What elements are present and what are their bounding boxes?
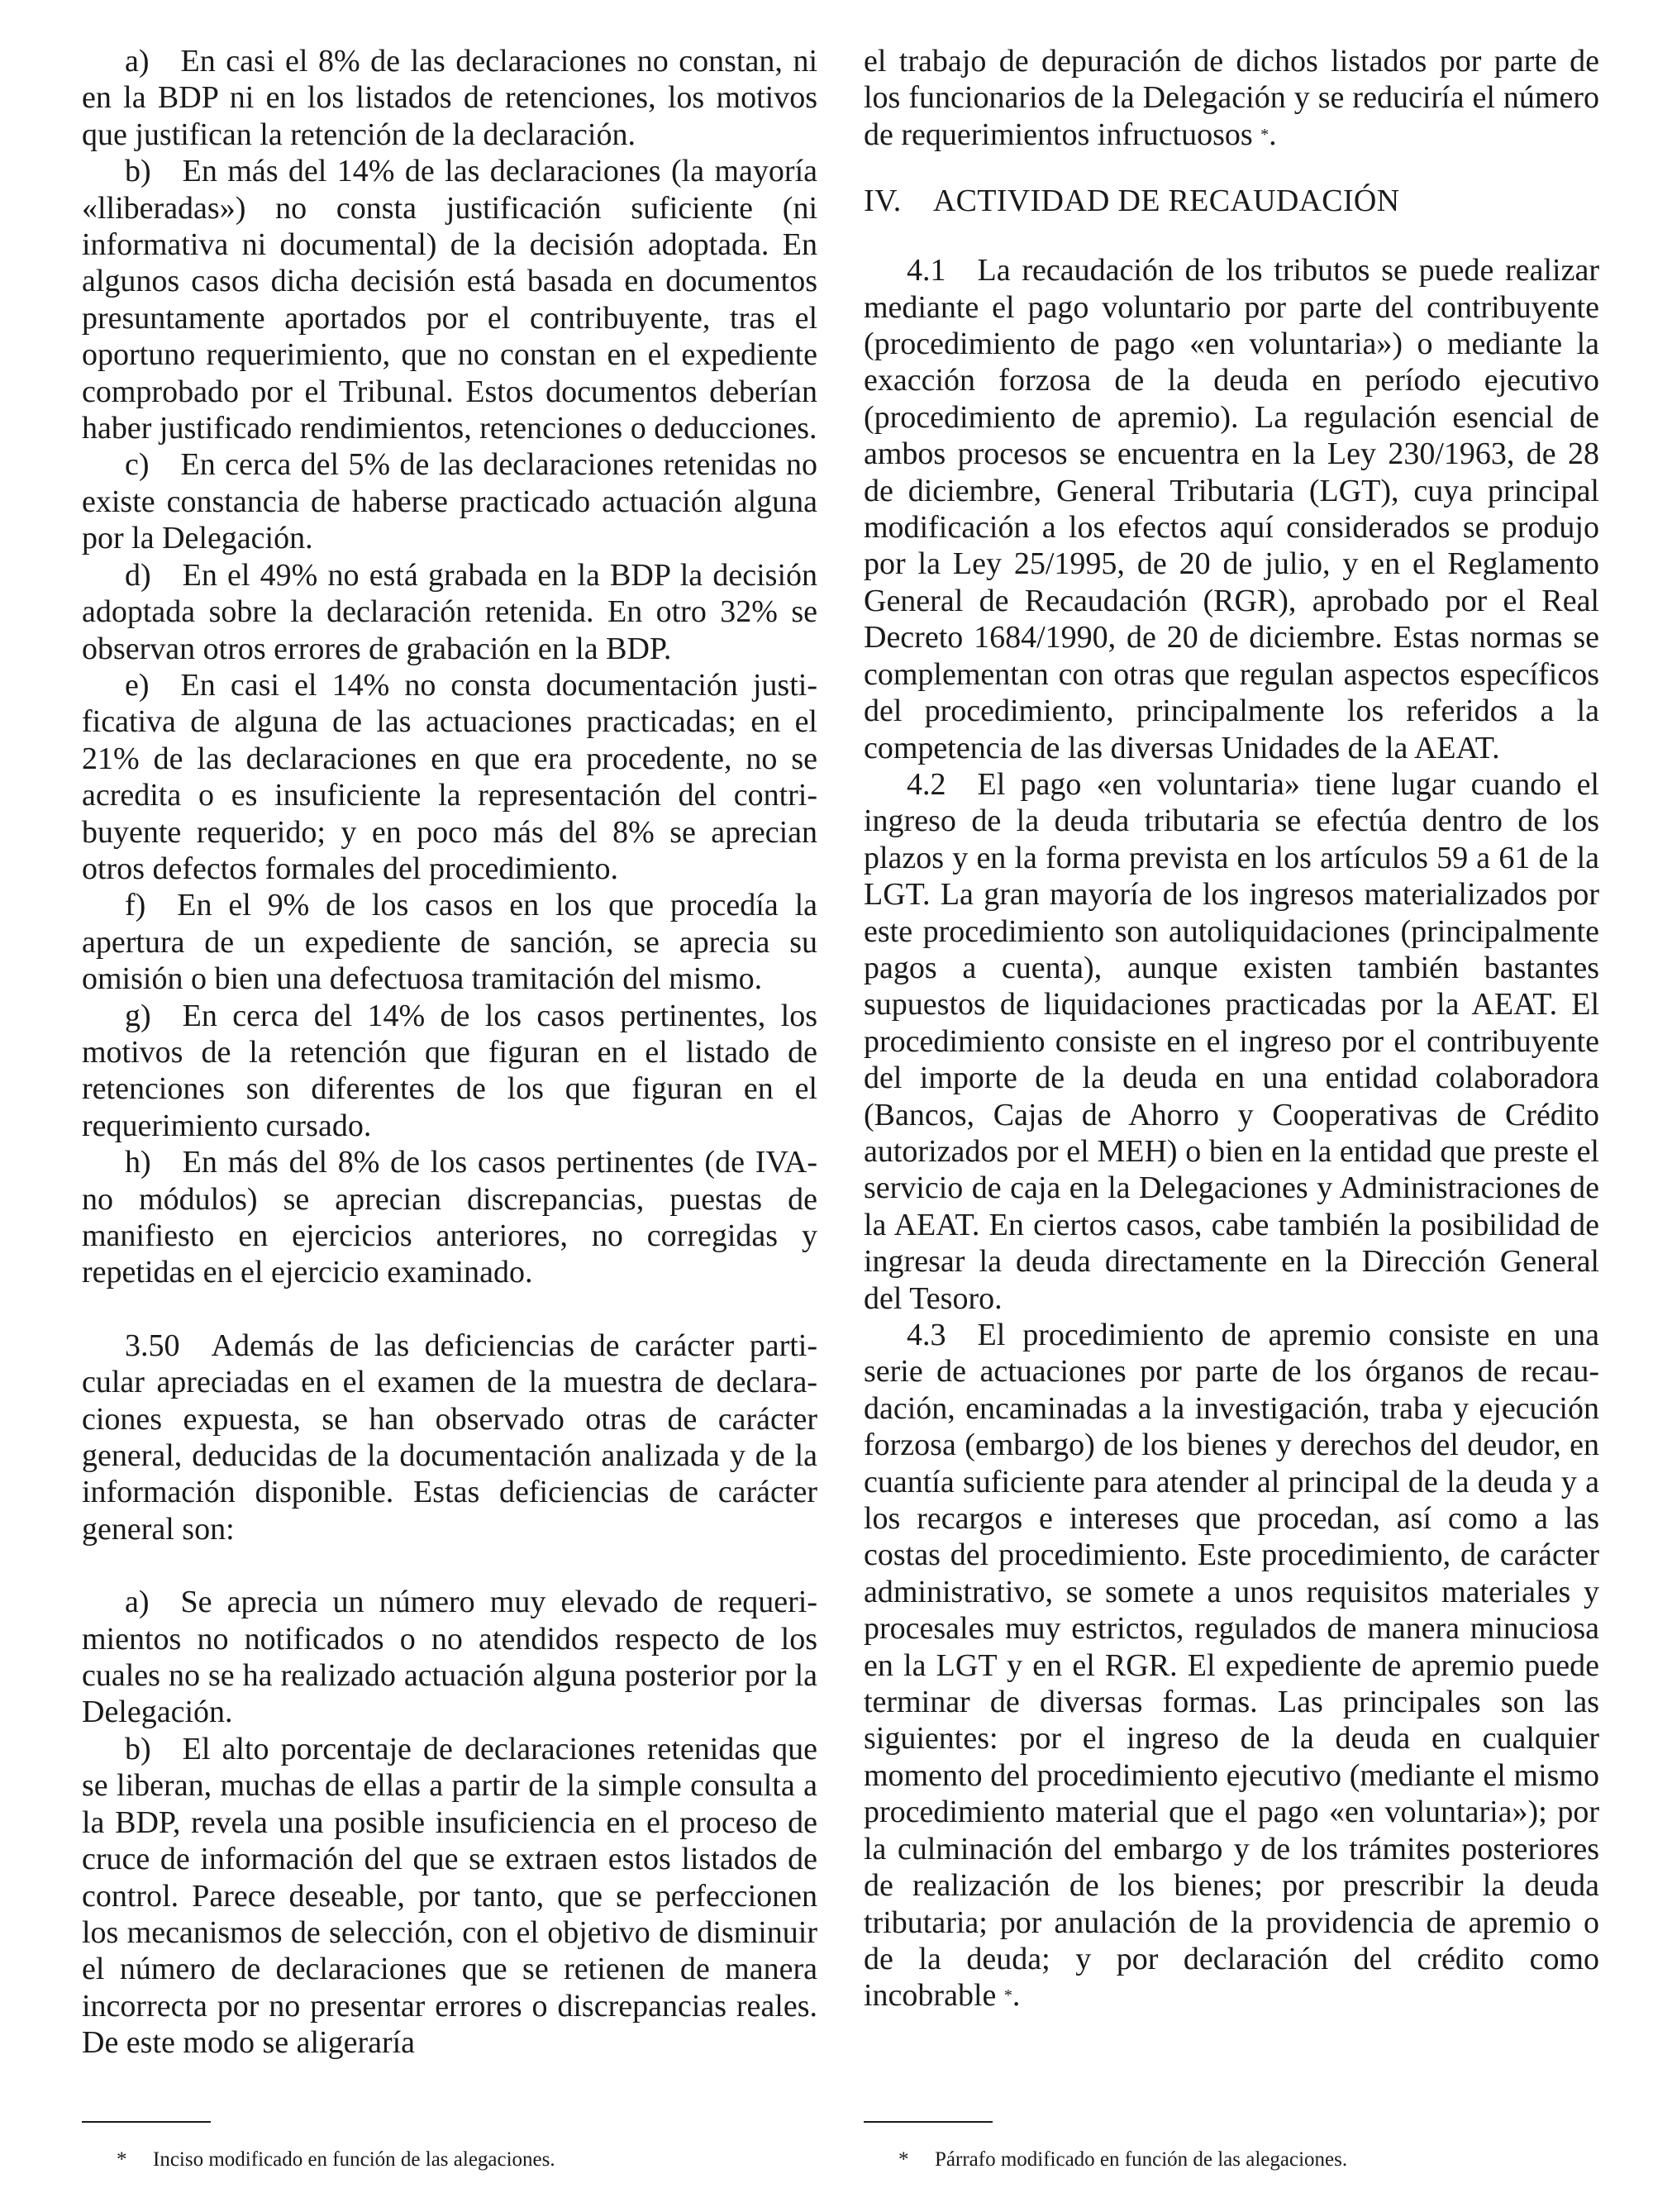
paragraph-4-3 — [864, 1317, 1599, 2014]
footnote-rule-right — [864, 2121, 993, 2123]
paragraph-c-1: c) En cerca del 5% de las declaraciones retenidas no existe constancia de haberse practicado actuación alguna por la Delegación. — [82, 447, 817, 556]
footnote-left — [82, 2148, 555, 2172]
paragraph-4-3-end: . — [1012, 1978, 1021, 2014]
paragraph-b-1: b) En más del 14% de las declaraciones (la mayoría «lliberadas») no consta justificación suficiente (ni informativa ni documental) de la decisión adoptada. En algunos casos dicha decisión está basada en documentos presuntamente aportados por el contribuyente, tras el oportuno requerimiento, que no constan en el expediente comprobado por el Tribunal. Estos documentos deberían haber justificado rendimientos, retenciones o deducciones. — [82, 154, 817, 446]
footnote-rule-left — [82, 2121, 211, 2123]
footnote-text: Inciso modificado en función de las alegaciones. — [153, 2148, 555, 2171]
paragraph-4-1: 4.1 La recaudación de los tributos se puede realizar mediante el pago voluntario por parte del contribuyente (procedimiento de pago «en voluntaria») o mediante la exacción forzosa de la deuda en período ejecutivo (procedimiento de apremio). La regulación esencial de ambos procesos se encuentra en la Ley 230/1963, de 28 de diciembre, General Tributaria (LGT), cuya principal modificación a los efectos aquí considerados se produjo por la Ley 25/1995, de 20 de julio, y en el Reglamento General de Recaudación (RGR), aprobado por el Real Decreto 1684/1990, de 20 de diciembre. Estas normas se complementan con otras que regulan aspectos específicos del procedimiento, principalmente los referidos a la competencia de las diversas Unidades de la AEAT. — [864, 253, 1599, 765]
continuation-text: el trabajo de depuración de dichos listados por parte de los funcionarios de la Delegación y se reduciría el número de requerimientos infructuosos — [864, 44, 1599, 152]
continuation-end: . — [1269, 117, 1277, 152]
footnote-right — [864, 2148, 1347, 2172]
footnote-marker: * — [1260, 125, 1270, 144]
left-column — [82, 43, 817, 2062]
footnote-text: Párrafo modificado en función de las alegaciones. — [935, 2148, 1348, 2171]
right-column — [864, 43, 1599, 2014]
paragraph-3-50: 3.50 Además de las deficiencias de carácter particular apreciadas en el examen de la muestra de declaraciones expuesta, se han observado otras de carácter general, deducidas de la documentación analizada y de la información disponible. Estas deficiencias de carácter general son: — [82, 1328, 817, 1547]
paragraph-4-3-text: 4.3 El procedimiento de apremio consiste en una serie de actuaciones por parte de los órganos de recaudación, encaminadas a la investigación, traba y ejecución forzosa (embargo) de los bienes y derechos del deudor, en cuantía suficiente para atender al principal de la deuda y a los recargos e intereses que procedan, así como a las costas del procedimiento. Este procedimiento, de carácter administrativo, se somete a unos requisitos materiales y procesales muy estrictos, regulados de manera minuciosa en la LGT y en el RGR. El expediente de apremio puede terminar de diversas formas. Las principales son las siguientes: por el ingreso de la deuda en cualquier momento del procedimiento ejecutivo (mediante el mismo procedimiento material que el pago «en voluntaria»); por la culminación del embargo y de los trámites posteriores de realización de los bienes; por prescribir la deuda tributaria; por anulación de la providencia de apremio o de la deuda; y por declaración del crédito como incobrable — [864, 1318, 1599, 2014]
paragraph-e-1: e) En casi el 14% no consta documentación justificativa de alguna de las actuaciones practicadas; en el 21% de las declaraciones en que era procedente, no se acredita o es insuficiente la representación del contribuyente requerido; y en poco más del 8% se aprecian otros defectos formales del procedimiento. — [82, 667, 817, 886]
footnote-marker: * — [1003, 1986, 1012, 2005]
paragraph-a-2: a) Se aprecia un número muy elevado de requerimientos no notificados o no atendidos respecto de los cuales no se ha realizado actuación alguna posterior por la Delegación. — [82, 1585, 817, 1730]
paragraph-continuation — [864, 43, 1599, 153]
paragraph-b-2: b) El alto porcentaje de declaraciones retenidas que se liberan, muchas de ellas a partir de la simple consulta a la BDP, revela una posible insuficiencia en el proceso de cruce de información del que se extraen estos listados de control. Parece deseable, por tanto, que se perfeccionen los mecanismos de selección, con el objetivo de disminuir el número de declaraciones que se retienen de manera incorrecta por no presentar errores o discrepancias reales. De este modo se aligeraría — [82, 1731, 817, 2061]
footnote-star: * — [117, 2148, 127, 2171]
paragraph-g-1: g) En cerca del 14% de los casos pertinentes, los motivos de la retención que figuran en el listado de retenciones son diferentes de los que figuran en el requerimiento cursado. — [82, 998, 817, 1143]
paragraph-f-1: f) En el 9% de los casos en los que procedía la apertura de un expediente de sanción, se aprecia su omisión o bien una defectuosa tramitación del mismo. — [82, 888, 817, 997]
paragraph-d-1: d) En el 49% no está grabada en la BDP la decisión adoptada sobre la declaración retenida. En otro 32% se observan otros errores de grabación en la BDP. — [82, 557, 817, 666]
paragraph-a-1: a) En casi el 8% de las declaraciones no constan, ni en la BDP ni en los listados de retenciones, los motivos que justifican la retención de la declaración. — [82, 44, 817, 152]
footnote-star: * — [898, 2148, 909, 2171]
paragraph-h-1: h) En más del 8% de los casos pertinentes (de IVA-no módulos) se aprecian discrepancias, puestas de manifiesto en ejercicios anteriores, no corregidas y repetidas en el ejercicio examinado. — [82, 1145, 817, 1290]
section-heading: IV. ACTIVIDAD DE RECAUDACIÓN — [864, 184, 1400, 219]
paragraph-4-2: 4.2 El pago «en voluntaria» tiene lugar cuando el ingreso de la deuda tributaria se efectúa dentro de los plazos y en la forma prevista en los artículos 59 a 61 de la LGT. La gran mayoría de los ingresos materializados por este procedimiento son autoliquidaciones (principalmente pagos a cuenta), aunque existen también bastantes supuestos de liquidaciones practicadas por la AEAT. El procedimiento consiste en el ingreso por el contribuyente del importe de la deuda en una entidad colaboradora (Bancos, Cajas de Ahorro y Cooperativas de Crédito autorizados por el MEH) o bien en la entidad que preste el servicio de caja en la Delegaciones y Administraciones de la AEAT. En ciertos casos, cabe también la posibilidad de ingresar la deuda directamente en la Dirección General del Tesoro. — [864, 766, 1599, 1316]
